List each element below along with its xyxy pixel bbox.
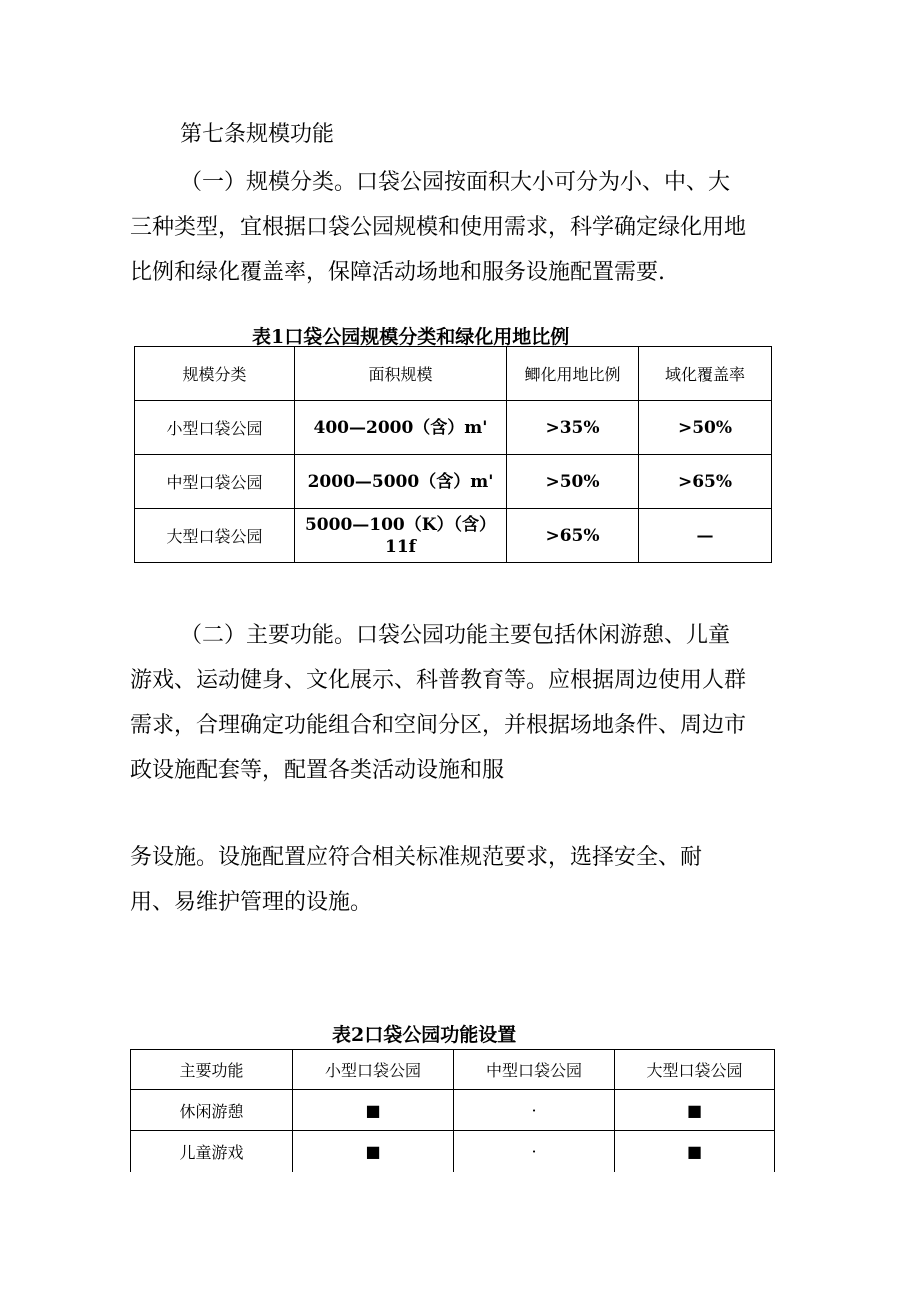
mark-cell: · bbox=[454, 1090, 615, 1131]
area-cell: 2000—5000（含）m' bbox=[295, 455, 507, 509]
mark-cell: ■ bbox=[615, 1090, 775, 1131]
text-line: （二）主要功能。口袋公园功能主要包括休闲游憩、儿童 bbox=[180, 623, 731, 648]
table-row bbox=[131, 1131, 775, 1172]
function-cell: 休闲游憩 bbox=[131, 1090, 293, 1131]
header-cell: 小型口袋公园 bbox=[293, 1050, 454, 1090]
paragraph-main-functions bbox=[130, 613, 746, 793]
text-line: 三种类型，宜根据口袋公园规模和使用需求，科学确定绿化用地 bbox=[130, 215, 747, 240]
table-row bbox=[135, 401, 772, 455]
header-cell: 规模分类 bbox=[135, 347, 295, 401]
paragraph-facilities bbox=[130, 835, 702, 925]
header-cell: 中型口袋公园 bbox=[454, 1050, 615, 1090]
green-coverage-cell: >65% bbox=[639, 455, 772, 509]
function-cell: 儿童游戏 bbox=[131, 1131, 293, 1172]
mark-cell: ■ bbox=[615, 1131, 775, 1172]
table1-caption: 表1口袋公园规模分类和绿化用地比例 bbox=[252, 326, 570, 348]
table-row bbox=[135, 455, 772, 509]
table-header-row bbox=[131, 1050, 775, 1090]
green-land-ratio-cell: >35% bbox=[507, 401, 639, 455]
scale-classification-table bbox=[134, 346, 772, 563]
article-heading: 第七条规模功能 bbox=[180, 122, 335, 147]
area-cell bbox=[295, 509, 507, 563]
category-cell: 中型口袋公园 bbox=[135, 455, 295, 509]
green-coverage-cell: — bbox=[639, 509, 772, 563]
text-line: （一）规模分类。口袋公园按面积大小可分为小、中、大 bbox=[180, 170, 731, 195]
mark-cell: ■ bbox=[293, 1131, 454, 1172]
text-line: 用、易维护管理的设施。 bbox=[130, 890, 373, 915]
table-row bbox=[135, 509, 772, 563]
header-cell: 鲫化用地比例 bbox=[507, 347, 639, 401]
mark-cell: ■ bbox=[293, 1090, 454, 1131]
table-row bbox=[131, 1090, 775, 1131]
header-cell: 域化覆盖率 bbox=[639, 347, 772, 401]
category-cell: 小型口袋公园 bbox=[135, 401, 295, 455]
green-land-ratio-cell: >65% bbox=[507, 509, 639, 563]
text-line: 务设施。设施配置应符合相关标准规范要求，选择安全、耐 bbox=[130, 845, 703, 870]
mark-cell: · bbox=[454, 1131, 615, 1172]
table-header-row bbox=[135, 347, 772, 401]
area-line-2: 11f bbox=[385, 536, 416, 557]
text-line: 比例和绿化覆盖率，保障活动场地和服务设施配置需要. bbox=[130, 260, 665, 285]
green-coverage-cell: >50% bbox=[639, 401, 772, 455]
area-line: 5000—100（K）（含） bbox=[304, 514, 497, 535]
header-cell: 主要功能 bbox=[131, 1050, 293, 1090]
table2-caption: 表2口袋公园功能设置 bbox=[332, 1024, 517, 1046]
text-line: 政设施配套等，配置各类活动设施和服 bbox=[130, 758, 505, 783]
paragraph-scale-classification bbox=[130, 160, 746, 295]
header-cell: 大型口袋公园 bbox=[615, 1050, 775, 1090]
text-line: 游戏、运动健身、文化展示、科普教育等。应根据周边使用人群 bbox=[130, 668, 747, 693]
area-cell: 400—2000（含）m' bbox=[295, 401, 507, 455]
text-line: 需求，合理确定功能组合和空间分区，并根据场地条件、周边市 bbox=[130, 713, 747, 738]
header-cell: 面积规模 bbox=[295, 347, 507, 401]
green-land-ratio-cell: >50% bbox=[507, 455, 639, 509]
category-cell: 大型口袋公园 bbox=[135, 509, 295, 563]
function-settings-table bbox=[130, 1049, 775, 1172]
